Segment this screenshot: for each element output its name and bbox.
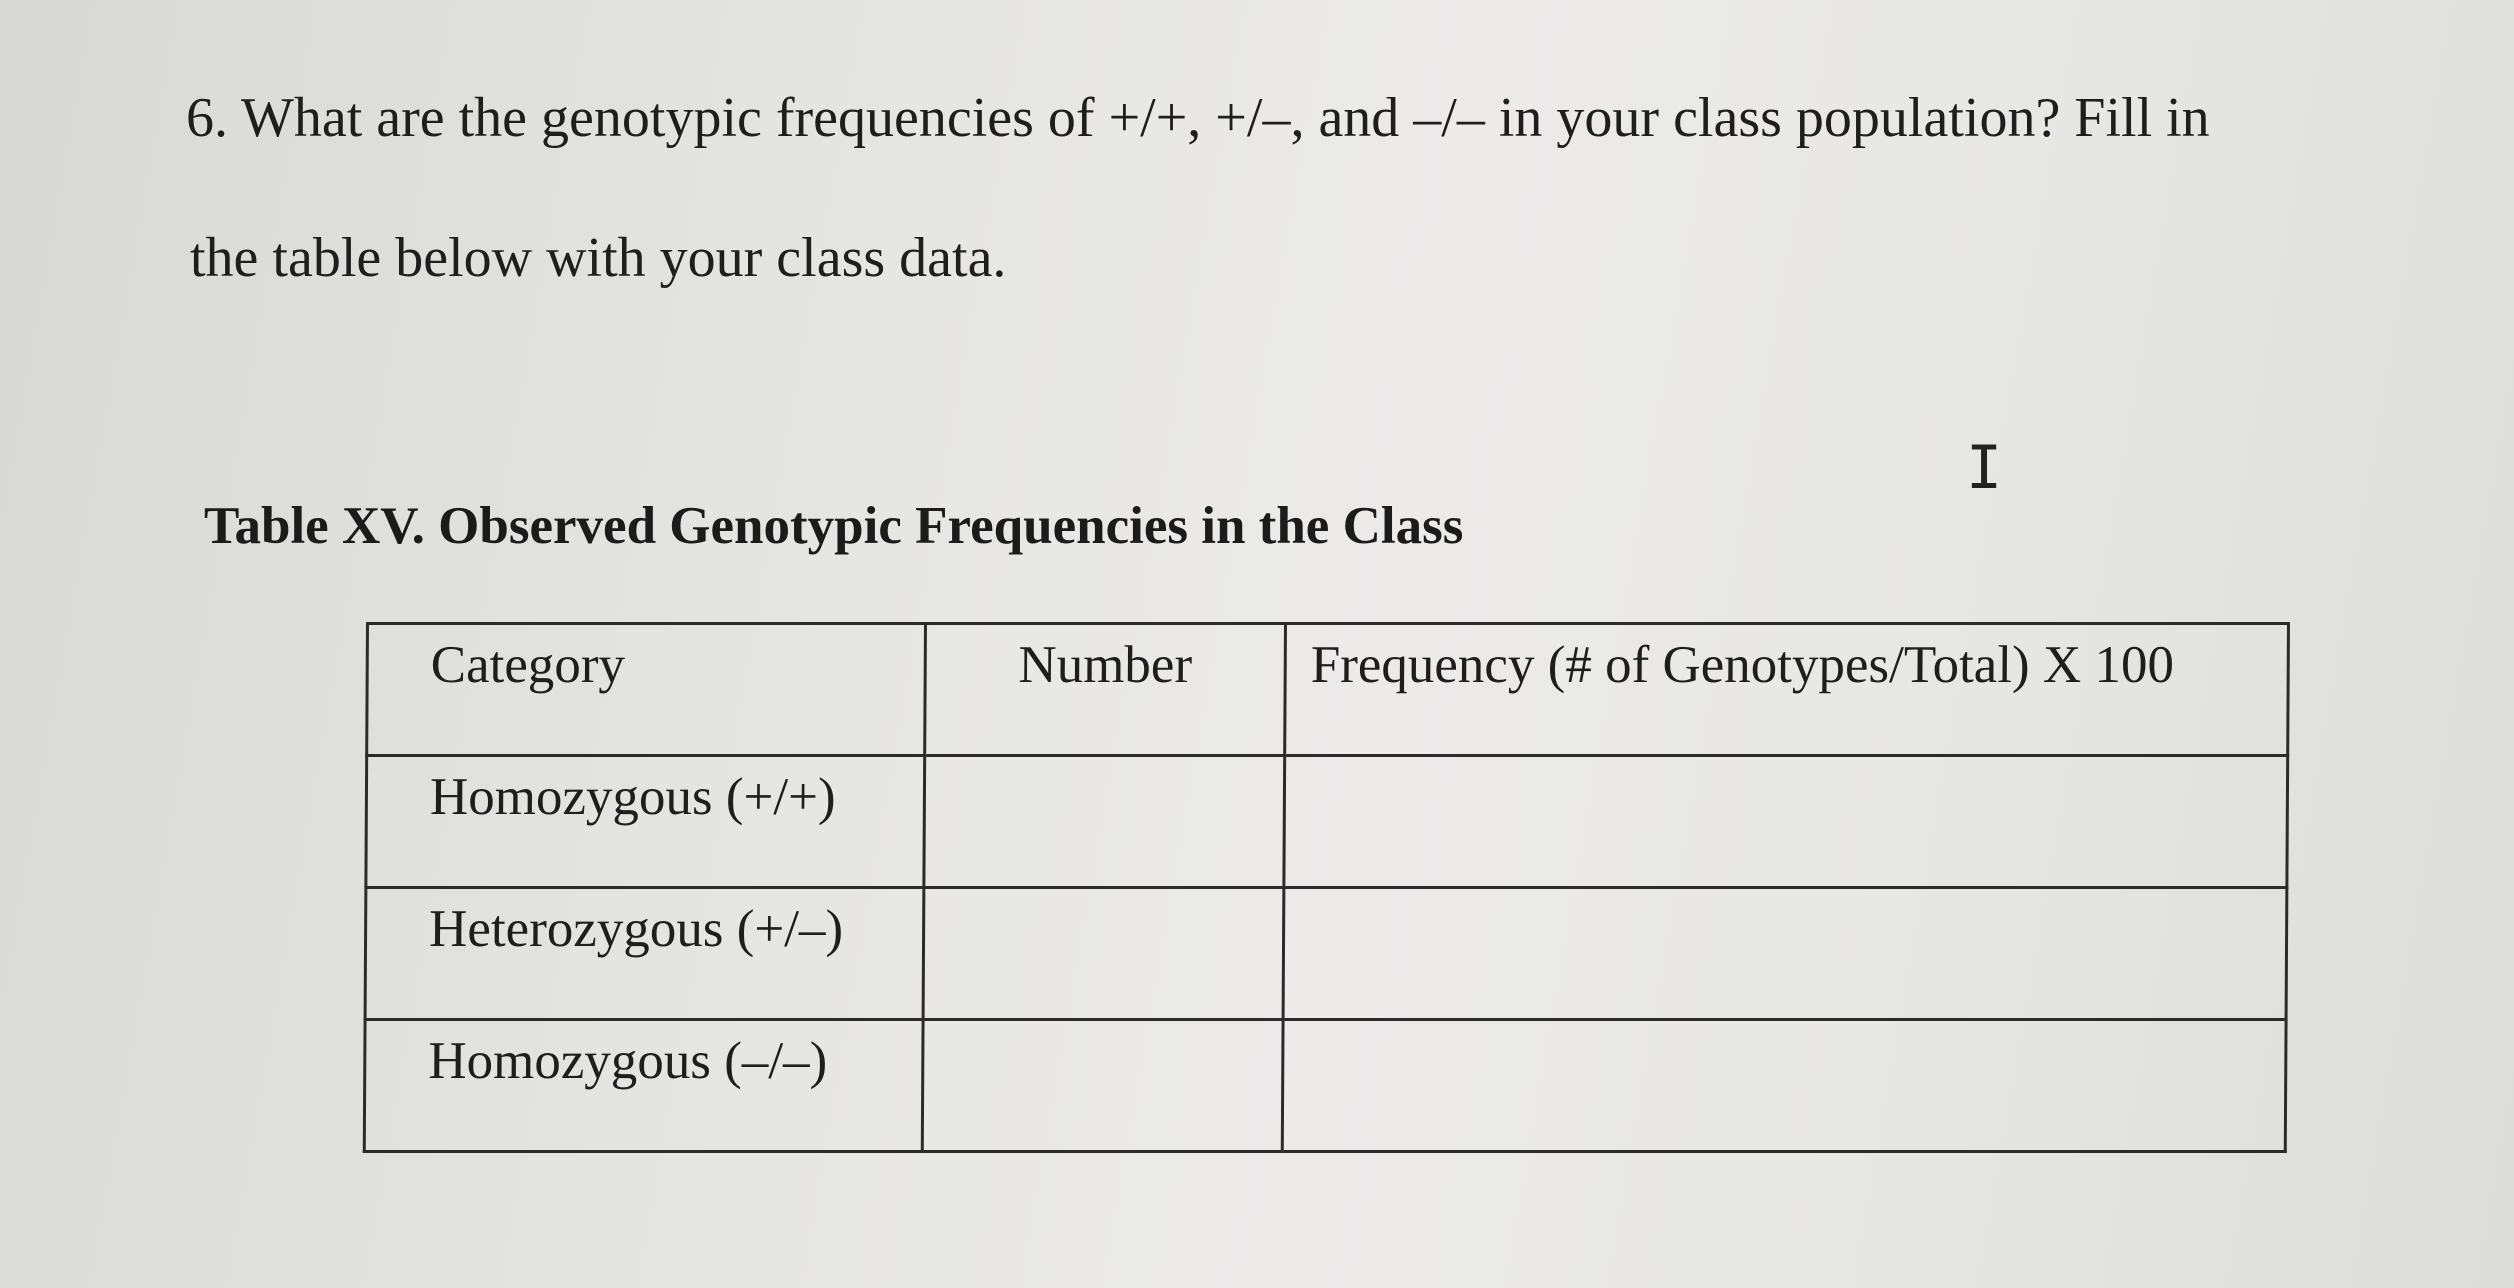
frequency-value bbox=[1285, 889, 2285, 899]
number-input-cell[interactable] bbox=[923, 888, 1284, 1020]
question-text-line-1: 6. What are the genotypic frequencies of +/+, +/–, and –/– in your class population? Fill in bbox=[186, 87, 2210, 149]
header-frequency-cell[interactable] bbox=[1285, 624, 2289, 756]
frequency-value bbox=[1286, 757, 2286, 767]
frequency-value bbox=[1285, 1021, 2285, 1031]
header-category-cell[interactable] bbox=[367, 624, 926, 756]
table-caption: Table XV. Observed Genotypic Frequencies in the Class bbox=[204, 497, 1464, 555]
header-number-label: Number bbox=[1018, 636, 1193, 694]
table-row bbox=[365, 888, 2287, 1020]
number-value bbox=[925, 1021, 1282, 1031]
number-input-cell[interactable] bbox=[922, 1020, 1283, 1152]
category-cell[interactable] bbox=[366, 756, 925, 888]
category-cell[interactable] bbox=[364, 1020, 923, 1152]
number-value bbox=[925, 889, 1282, 899]
genotype-frequency-table bbox=[363, 622, 2290, 1153]
question-text-line-2: the table below with your class data. bbox=[190, 227, 1007, 289]
header-number-cell[interactable] bbox=[925, 624, 1286, 756]
header-category-label: Category bbox=[430, 636, 626, 694]
table-header-row bbox=[367, 624, 2289, 756]
category-label: Heterozygous (+/–) bbox=[428, 900, 844, 958]
category-label: Homozygous (–/–) bbox=[428, 1032, 828, 1090]
table-row bbox=[366, 756, 2288, 888]
number-value bbox=[926, 757, 1283, 767]
number-input-cell[interactable] bbox=[924, 756, 1285, 888]
frequency-input-cell[interactable] bbox=[1282, 1020, 2286, 1152]
category-label: Homozygous (+/+) bbox=[429, 768, 836, 826]
frequency-input-cell[interactable] bbox=[1284, 756, 2288, 888]
header-frequency-label: Frequency (# of Genotypes/Total) X 100 bbox=[1310, 636, 2175, 694]
category-cell[interactable] bbox=[365, 888, 924, 1020]
table-row bbox=[364, 1020, 2286, 1152]
frequency-input-cell[interactable] bbox=[1283, 888, 2287, 1020]
text-cursor-icon: I bbox=[1966, 433, 2003, 503]
